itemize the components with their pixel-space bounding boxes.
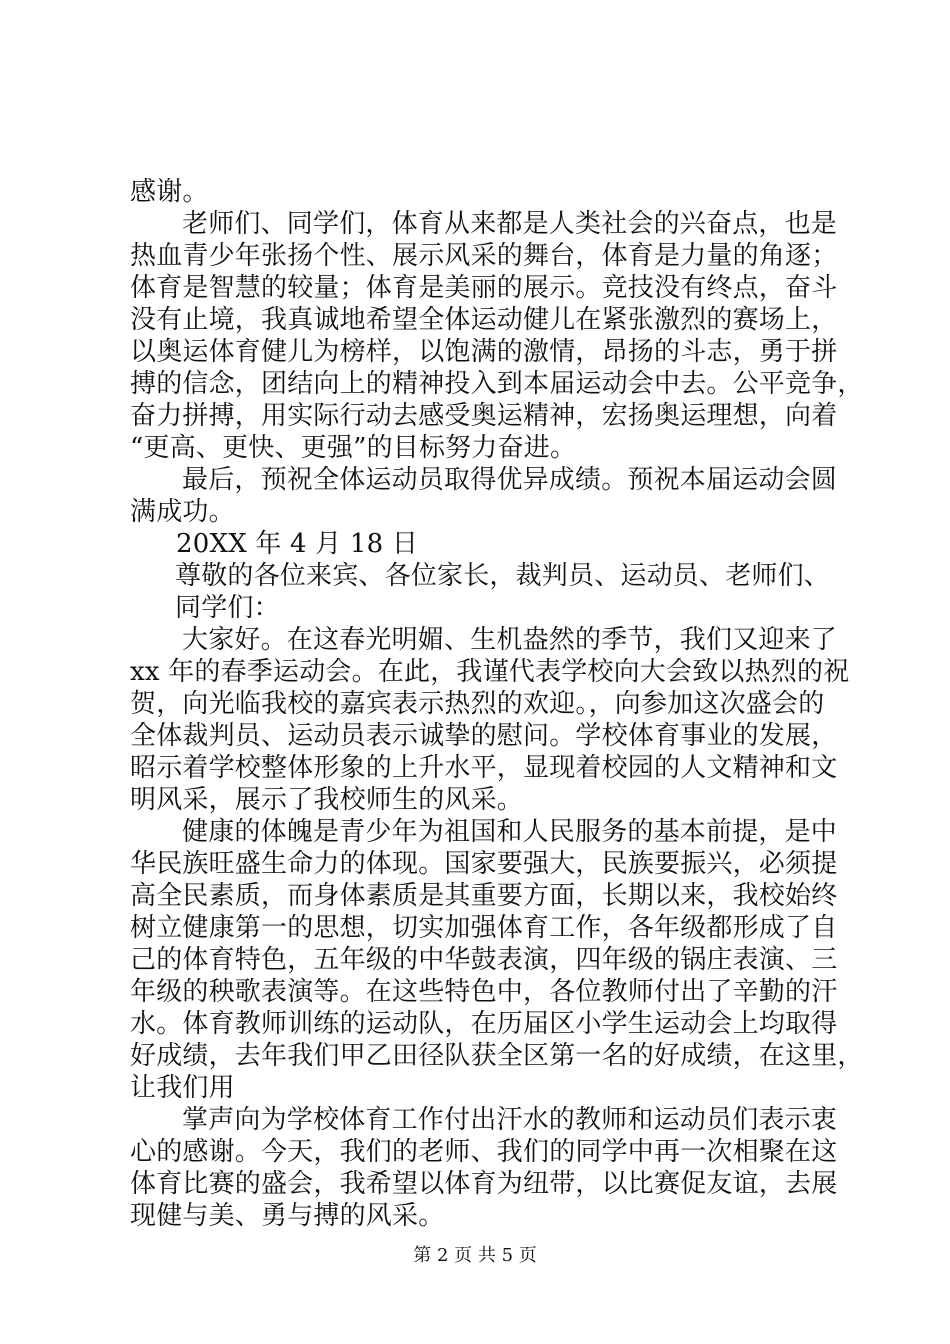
text-line: 感谢。 xyxy=(130,177,209,207)
text-line: xx 年的春季运动会。在此，我谨代表学校向大会致以热烈的祝 xyxy=(130,657,850,687)
text-line: 满成功。 xyxy=(130,497,235,527)
paragraph-start: 健康的体魄是青少年为祖国和人民服务的基本前提，是中 xyxy=(182,817,838,847)
salutation-line: 尊敬的各位来宾、各位家长，裁判员、运动员、老师们、 xyxy=(175,561,831,591)
text-line: 全体裁判员、运动员表示诚挚的慰问。学校体育事业的发展， xyxy=(130,721,838,751)
text-line: 好成绩，去年我们甲乙田径队获全区第一名的好成绩，在这里， xyxy=(130,1041,864,1071)
text-line: 己的体育特色，五年级的中华鼓表演，四年级的锅庄表演、三 xyxy=(130,945,838,975)
text-line: 华民族旺盛生命力的体现。国家要强大，民族要振兴，必须提 xyxy=(130,849,838,879)
text-line: 高全民素质，而身体素质是其重要方面，长期以来，我校始终 xyxy=(130,881,838,911)
text-line: 奋力拼搏，用实际行动去感受奥运精神，宏扬奥运理想，向着 xyxy=(130,401,838,431)
date-line: 20XX 年 4 月 18 日 xyxy=(176,529,419,559)
paragraph-start: 大家好。在这春光明媚、生机盎然的季节，我们又迎来了 xyxy=(182,625,838,655)
text-line: 明风采，展示了我校师生的风采。 xyxy=(130,785,524,815)
text-line: 没有止境，我真诚地希望全体运动健儿在紧张激烈的赛场上， xyxy=(130,305,838,335)
page-number-footer: 第 2 页 共 5 页 xyxy=(413,1245,537,1266)
salutation-line: 同学们： xyxy=(175,593,280,623)
paragraph-start: 掌声向为学校体育工作付出汗水的教师和运动员们表示衷 xyxy=(182,1105,838,1135)
text-line: 现健与美、勇与搏的风采。 xyxy=(130,1201,445,1231)
text-line: 贺，向光临我校的嘉宾表示热烈的欢迎。，向参加这次盛会的 xyxy=(130,689,825,719)
paragraph-start: 老师们、同学们，体育从来都是人类社会的兴奋点，也是 xyxy=(182,209,838,239)
text-line: 让我们用 xyxy=(130,1073,235,1103)
text-line: 体育是智慧的较量；体育是美丽的展示。竞技没有终点，奋斗 xyxy=(130,273,838,303)
text-line: 以奥运体育健儿为榜样，以饱满的激情，昂扬的斗志，勇于拼 xyxy=(130,337,838,367)
text-line: 搏的信念，团结向上的精神投入到本届运动会中去。公平竞争， xyxy=(130,369,864,399)
text-line: 昭示着学校整体形象的上升水平，显现着校园的人文精神和文 xyxy=(130,753,838,783)
paragraph-start: 最后，预祝全体运动员取得优异成绩。预祝本届运动会圆 xyxy=(182,465,838,495)
text-line: 树立健康第一的思想，切实加强体育工作，各年级都形成了自 xyxy=(130,913,838,943)
text-line: 热血青少年张扬个性、展示风采的舞台，体育是力量的角逐； xyxy=(130,241,838,271)
text-line: 心的感谢。今天，我们的老师、我们的同学中再一次相聚在这 xyxy=(130,1137,838,1167)
text-line: 体育比赛的盛会，我希望以体育为纽带，以比赛促友谊，去展 xyxy=(130,1169,838,1199)
text-line: 水。体育教师训练的运动队，在历届区小学生运动会上均取得 xyxy=(130,1009,838,1039)
text-line: 年级的秧歌表演等。在这些特色中，各位教师付出了辛勤的汗 xyxy=(130,977,838,1007)
text-line: “更高、更快、更强”的目标努力奋进。 xyxy=(130,433,577,463)
